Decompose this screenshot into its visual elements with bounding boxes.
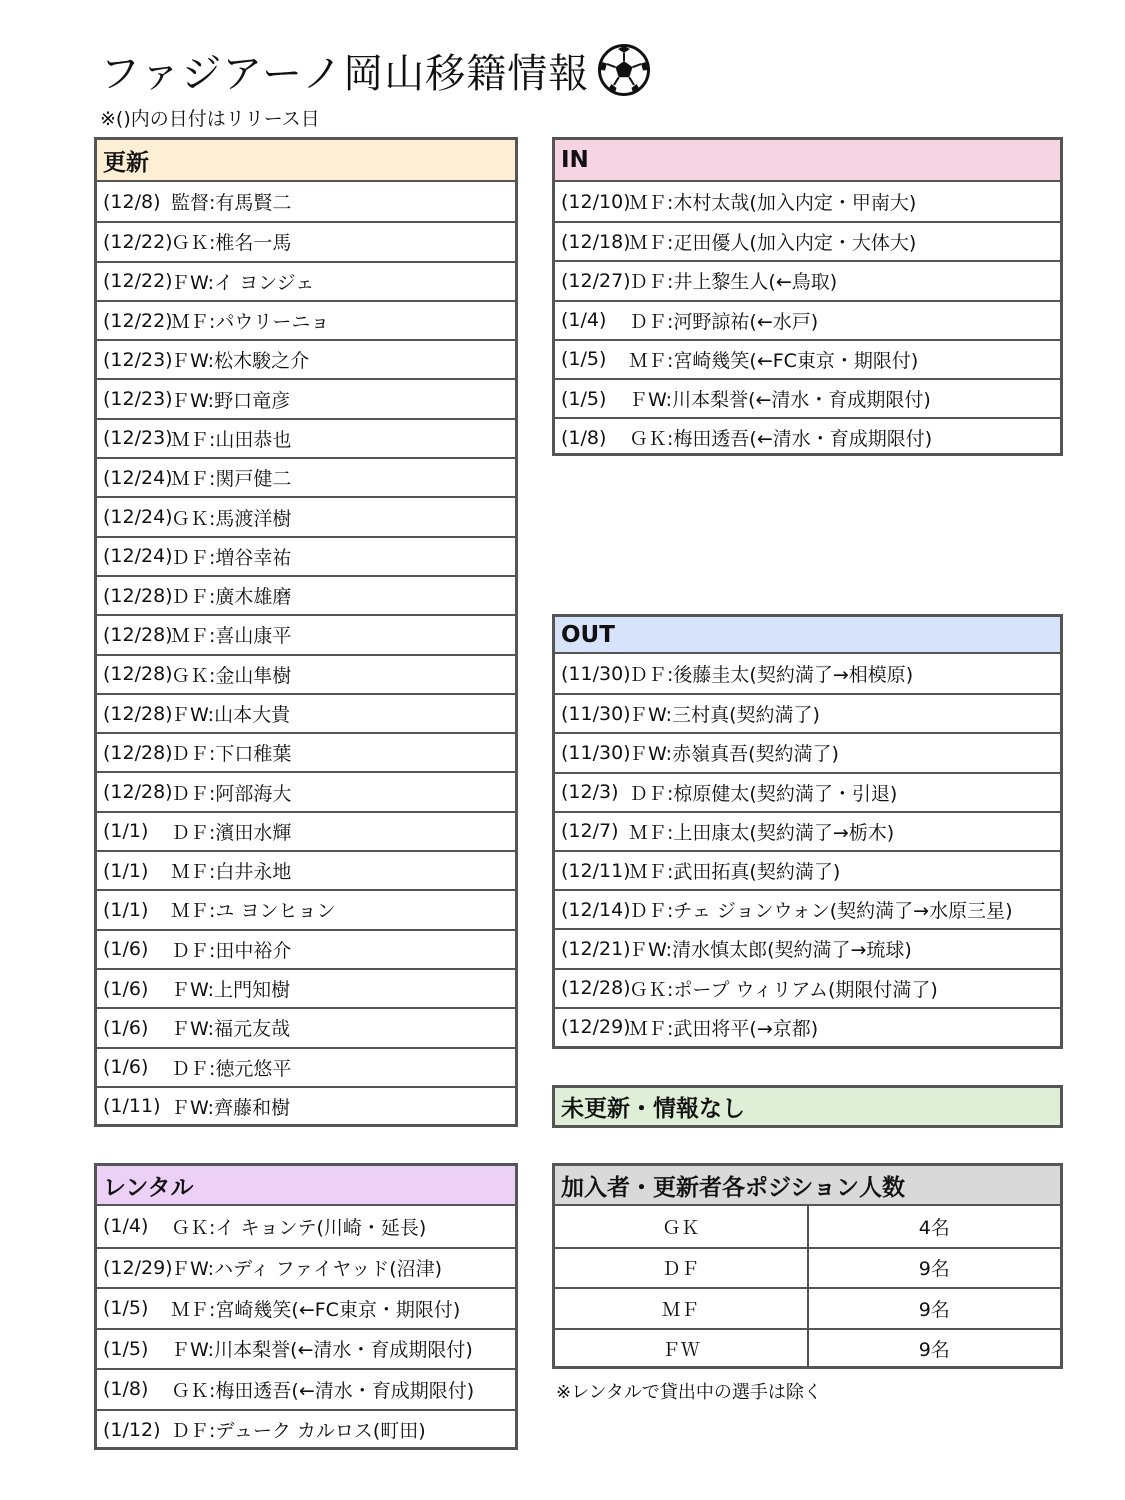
update-table (94, 137, 518, 1127)
out-row-date: (12/21) (561, 937, 631, 960)
update-row (97, 1047, 515, 1086)
release-date-note: ※()内の日付はリリース日 (100, 108, 320, 130)
out-row-date: (12/3) (561, 781, 619, 804)
update-row (97, 771, 515, 810)
out-row-date: (12/29) (561, 1016, 631, 1039)
rental-row-date: (1/8) (103, 1378, 149, 1401)
out-row-text: ＭＦ:上田康太(契約満了→栃木) (629, 821, 895, 844)
in-row-text: ＦW:川本梨誉(←清水・育成期限付) (629, 389, 931, 412)
update-row-text: ＭＦ:パウリーニョ (171, 311, 330, 334)
update-row-text: ＦW:イ ヨンジェ (171, 271, 315, 294)
rental-row-date: (1/4) (103, 1215, 149, 1238)
rental-row-date: (1/12) (103, 1418, 161, 1441)
update-row (97, 968, 515, 1007)
out-row-text: ＭＦ:武田将平(→京都) (629, 1017, 819, 1040)
update-row-date: (12/28) (103, 702, 173, 725)
rental-row (97, 1368, 515, 1409)
in-row-date: (1/8) (561, 426, 607, 449)
update-row (97, 575, 515, 614)
rental-row-text: ＭＦ:宮崎幾笑(←FC東京・期限付) (171, 1298, 461, 1321)
update-row-text: ＦW:山本大貴 (171, 704, 291, 726)
rental-table (94, 1163, 518, 1450)
position-label: ＧＫ (555, 1206, 809, 1247)
rental-row-text: ＧＫ:イ キョンテ(川崎・延長) (171, 1216, 427, 1239)
update-row-date: (12/8) (103, 190, 161, 213)
update-row (97, 536, 515, 575)
in-row-date: (1/4) (561, 309, 607, 332)
out-row-date: (12/11) (561, 859, 631, 882)
unupdated-header: 未更新・情報なし (555, 1088, 1060, 1125)
update-row-text: ＭＦ:山田恭也 (171, 428, 292, 451)
in-row-text: ＤＦ:河野諒祐(←水戸) (629, 310, 819, 333)
update-row-text: ＭＦ:ユ ヨンヒョン (171, 900, 336, 923)
update-row (97, 693, 515, 732)
rental-row (97, 1287, 515, 1328)
in-row-text: ＭＦ:木村太哉(加入内定・甲南大) (629, 192, 917, 215)
in-row (555, 417, 1060, 456)
update-row-text: ＦW:齊藤和樹 (171, 1096, 291, 1119)
update-row-date: (12/24) (103, 506, 173, 529)
in-row-date: (12/27) (561, 269, 631, 292)
update-row-text: ＤＦ:徳元悠平 (171, 1057, 292, 1080)
out-row-text: ＭＦ:武田拓真(契約満了) (629, 861, 841, 884)
position-count-row (555, 1287, 1060, 1328)
update-row-text: ＤＦ:下口稚葉 (171, 743, 292, 766)
update-row-text: ＦW:福元友哉 (171, 1018, 291, 1041)
soccer-ball-icon (597, 43, 651, 97)
in-row (555, 182, 1060, 221)
out-row (555, 889, 1060, 928)
position-count: 4名 (918, 1216, 950, 1239)
update-row (97, 929, 515, 968)
out-row-text: ＤＦ:チェ ジョンウォン(契約満了→水原三星) (629, 900, 1013, 923)
out-row (555, 772, 1060, 811)
page-title (100, 40, 651, 100)
update-row-date: (12/22) (103, 309, 173, 332)
update-row-text: ＤＦ:田中裕介 (171, 939, 292, 962)
update-row-date: (12/22) (103, 270, 173, 293)
update-row-date: (12/24) (103, 545, 173, 568)
out-table (552, 614, 1063, 1049)
update-row-text: ＧＫ:金山隼樹 (171, 664, 292, 687)
in-row-text: ＭＦ:疋田優人(加入内定・大体大) (629, 232, 917, 255)
rental-row (97, 1247, 515, 1288)
in-row-text: ＧＫ:梅田透吾(←清水・育成期限付) (629, 428, 933, 451)
out-row (555, 850, 1060, 889)
in-table (552, 137, 1063, 456)
update-row-text: 監督:有馬賢二 (171, 192, 292, 215)
out-row-text: ＤＦ:椋原健太(契約満了・引退) (629, 782, 898, 805)
out-row (555, 654, 1060, 693)
out-row-text: ＦW:三村真(契約満了) (629, 704, 820, 727)
rental-row-text: ＤＦ:デューク カルロス(町田) (171, 1420, 426, 1443)
rental-row-date: (12/29) (103, 1256, 173, 1279)
update-row (97, 889, 515, 928)
out-row-date: (12/7) (561, 820, 619, 843)
update-row-text: ＦW:野口竜彦 (171, 389, 291, 412)
update-row-text: ＤＦ:廣木雄磨 (171, 586, 292, 609)
position-count-row (555, 1206, 1060, 1247)
update-row-date: (1/6) (103, 977, 149, 1000)
update-row-date: (1/6) (103, 1056, 149, 1079)
update-row-text: ＭＦ:白井永地 (171, 861, 292, 884)
in-row (555, 378, 1060, 417)
rental-row-date: (1/5) (103, 1337, 149, 1360)
update-row (97, 300, 515, 339)
position-count-row (555, 1247, 1060, 1288)
out-row (555, 1007, 1060, 1046)
update-row (97, 811, 515, 850)
out-row (555, 928, 1060, 967)
in-table-header: IN (555, 140, 1060, 182)
out-row-text: ＦW:赤嶺真吾(契約満了) (629, 743, 839, 766)
rental-row (97, 1328, 515, 1369)
position-label: ＤＦ (555, 1249, 809, 1288)
position-count: 9名 (918, 1339, 950, 1362)
in-row-date: (12/18) (561, 230, 631, 253)
update-row (97, 850, 515, 889)
update-row-date: (12/28) (103, 781, 173, 804)
update-row (97, 261, 515, 300)
update-row (97, 418, 515, 457)
update-row (97, 614, 515, 653)
update-row-date: (12/23) (103, 388, 173, 411)
update-row (97, 378, 515, 417)
rental-row (97, 1409, 515, 1450)
update-row-text: ＭＦ:関戸健二 (171, 468, 292, 491)
update-row-text: ＧＫ:椎名一馬 (171, 232, 292, 255)
out-row (555, 811, 1060, 850)
update-row-text: ＤＦ:増谷幸祐 (171, 546, 292, 569)
update-row-date: (12/24) (103, 466, 173, 489)
footnote: ※レンタルで貸出中の選手は除く (556, 1382, 822, 1403)
in-row-text: ＤＦ:井上黎生人(←鳥取) (629, 271, 838, 294)
update-row-date: (1/6) (103, 1016, 149, 1039)
position-count-table (552, 1163, 1063, 1369)
update-row (97, 221, 515, 260)
position-count: 9名 (918, 1298, 950, 1321)
out-row-date: (11/30) (561, 741, 631, 764)
out-row-date: (12/28) (561, 977, 631, 1000)
update-row-date: (12/28) (103, 741, 173, 764)
update-row (97, 496, 515, 535)
update-row-date: (1/1) (103, 820, 149, 843)
in-row-date: (1/5) (561, 387, 607, 410)
update-row-date: (12/28) (103, 584, 173, 607)
update-row-date: (1/1) (103, 859, 149, 882)
position-count-header: 加入者・更新者各ポジション人数 (555, 1166, 1060, 1206)
out-row-text: ＤＦ:後藤圭太(契約満了→相模原) (629, 664, 914, 687)
in-row-text: ＭＦ:宮崎幾笑(←FC東京・期限付) (629, 349, 919, 372)
in-row (555, 300, 1060, 339)
out-row-text: ＦW:清水慎太郎(契約満了→琉球) (629, 939, 912, 962)
rental-row-text: ＦW:川本梨誉(←清水・育成期限付) (171, 1339, 473, 1362)
out-row (555, 693, 1060, 732)
update-row-date: (12/23) (103, 348, 173, 371)
out-row-date: (11/30) (561, 662, 631, 685)
update-row (97, 654, 515, 693)
update-row-text: ＤＦ:濱田水輝 (171, 821, 292, 844)
out-row (555, 732, 1060, 771)
update-row (97, 1007, 515, 1046)
update-row-date: (1/1) (103, 898, 149, 921)
update-row-text: ＦW:上門知樹 (171, 979, 291, 1002)
update-row (97, 182, 515, 221)
update-row-text: ＤＦ:阿部海大 (171, 782, 292, 805)
position-label: ＦＷ (555, 1330, 809, 1369)
update-row-date: (12/28) (103, 623, 173, 646)
unupdated-box (552, 1085, 1063, 1128)
update-row (97, 339, 515, 378)
update-row (97, 457, 515, 496)
update-table-header: 更新 (97, 140, 515, 182)
out-row-date: (12/14) (561, 898, 631, 921)
rental-table-header: レンタル (97, 1166, 515, 1206)
update-row-date: (1/6) (103, 938, 149, 961)
out-row-date: (11/30) (561, 702, 631, 725)
update-row-date: (12/22) (103, 230, 173, 253)
update-row-date: (12/23) (103, 427, 173, 450)
rental-row (97, 1206, 515, 1247)
out-table-header: OUT (555, 617, 1060, 654)
in-row-date: (1/5) (561, 348, 607, 371)
update-row-text: ＦW:松木駿之介 (171, 350, 310, 373)
page-title-text: ファジアーノ岡山移籍情報 (100, 50, 590, 97)
position-count-row (555, 1328, 1060, 1369)
update-row (97, 1086, 515, 1125)
out-row (555, 968, 1060, 1007)
in-row (555, 339, 1060, 378)
rental-row-text: ＦW:ハディ ファイヤッド(沼津) (171, 1258, 443, 1281)
position-label: ＭＦ (555, 1289, 809, 1328)
rental-row-text: ＧＫ:梅田透吾(←清水・育成期限付) (171, 1379, 475, 1402)
update-row-date: (12/28) (103, 663, 173, 686)
update-row (97, 732, 515, 771)
update-row-text: ＭＦ:喜山康平 (171, 625, 292, 648)
in-row (555, 221, 1060, 260)
in-row-date: (12/10) (561, 190, 631, 213)
in-row (555, 260, 1060, 299)
rental-row-date: (1/5) (103, 1297, 149, 1320)
position-count: 9名 (918, 1258, 950, 1281)
out-row-text: ＧＫ:ポープ ウィリアム(期限付満了) (629, 978, 938, 1001)
update-row-text: ＧＫ:馬渡洋樹 (171, 507, 292, 530)
update-row-date: (1/11) (103, 1095, 161, 1118)
